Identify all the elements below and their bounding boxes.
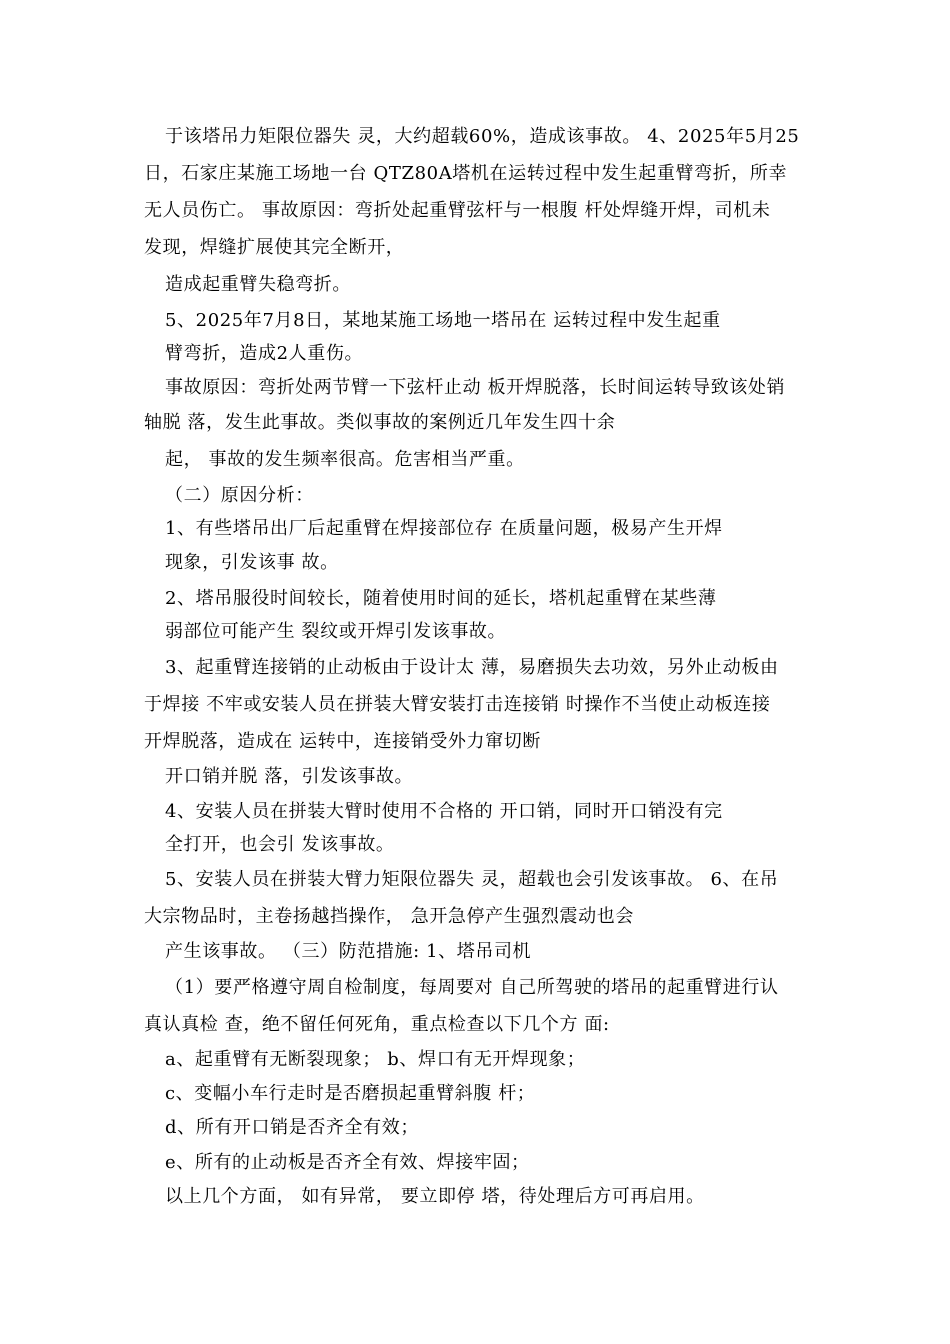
text-line-23: 大宗物品时，主卷扬越挡操作， 急开急停产生强烈震动也会: [144, 906, 634, 927]
text-line-8: 事故原因：弯折处两节臂一下弦杆止动 板开焊脱落，长时间运转导致该处销: [165, 377, 786, 398]
text-line-25: （1）要严格遵守周自检制度，每周要对 自己所驾驶的塔吊的起重臂进行认: [165, 977, 779, 998]
text-line-26: 真认真检 查，绝不留任何死角，重点检查以下几个方 面:: [144, 1014, 610, 1035]
text-line-2: 日，石家庄某施工场地一台 QTZ80A塔机在运转过程中发生起重臂弯折，所幸: [144, 163, 788, 184]
text-line-24: 产生该事故。 （三）防范措施: 1、塔吊司机: [165, 941, 532, 962]
text-line-16: 3、起重臂连接销的止动板由于设计太 薄，易磨损失去功效，另外止动板由: [165, 657, 779, 678]
text-line-13: 现象，引发该事 故。: [165, 552, 339, 573]
text-line-19: 开口销并脱 落，引发该事故。: [165, 766, 414, 787]
text-line-15: 弱部位可能产生 裂纹或开焊引发该事故。: [165, 621, 507, 642]
text-line-28: c、变幅小车行走时是否磨损起重臂斜腹 杆；: [165, 1083, 536, 1104]
text-line-29: d、所有开口销是否齐全有效；: [165, 1117, 419, 1138]
text-line-27: a、起重臂有无断裂现象； b、焊口有无开焊现象；: [165, 1049, 586, 1070]
text-line-1: 于该塔吊力矩限位器失 灵，大约超载60%，造成该事故。 4、2025年5月25: [165, 126, 800, 147]
text-line-12: 1、有些塔吊出厂后起重臂在焊接部位存 在质量问题，极易产生开焊: [165, 518, 723, 539]
text-line-31: 以上几个方面， 如有异常， 要立即停 塔，待处理后方可再启用。: [165, 1186, 705, 1207]
text-line-21: 全打开，也会引 发该事故。: [165, 834, 395, 855]
text-line-17: 于焊接 不牢或安装人员在拼装大臂安装打击连接销 时操作不当使止动板连接: [144, 694, 771, 715]
text-line-9: 轴脱 落，发生此事故。类似事故的案例近几年发生四十余: [144, 412, 616, 433]
text-line-4: 发现，焊缝扩展使其完全断开，: [144, 237, 405, 258]
text-line-3: 无人员伤亡。 事故原因：弯折处起重臂弦杆与一根腹 杆处焊缝开焊，司机未: [144, 200, 771, 221]
text-line-14: 2、塔吊服役时间较长，随着使用时间的延长，塔机起重臂在某些薄: [165, 588, 717, 609]
text-line-30: e、所有的止动板是否齐全有效、焊接牢固；: [165, 1152, 530, 1173]
text-line-20: 4、安装人员在拼装大臂时使用不合格的 开口销，同时开口销没有完: [165, 801, 723, 822]
text-line-11: （二）原因分析：: [165, 485, 314, 506]
text-line-22: 5、安装人员在拼装大臂力矩限位器失 灵，超载也会引发该事故。 6、在吊: [165, 869, 779, 890]
text-line-5: 造成起重臂失稳弯折。: [165, 274, 351, 295]
text-line-10: 起， 事故的发生频率很高。危害相当严重。: [165, 449, 525, 470]
text-line-7: 臂弯折，造成2人重伤。: [165, 343, 364, 364]
text-line-6: 5、2025年7月8日，某地某施工场地一塔吊在 运转过程中发生起重: [165, 310, 721, 331]
text-line-18: 开焊脱落，造成在 运转中，连接销受外力窜切断: [144, 731, 541, 752]
